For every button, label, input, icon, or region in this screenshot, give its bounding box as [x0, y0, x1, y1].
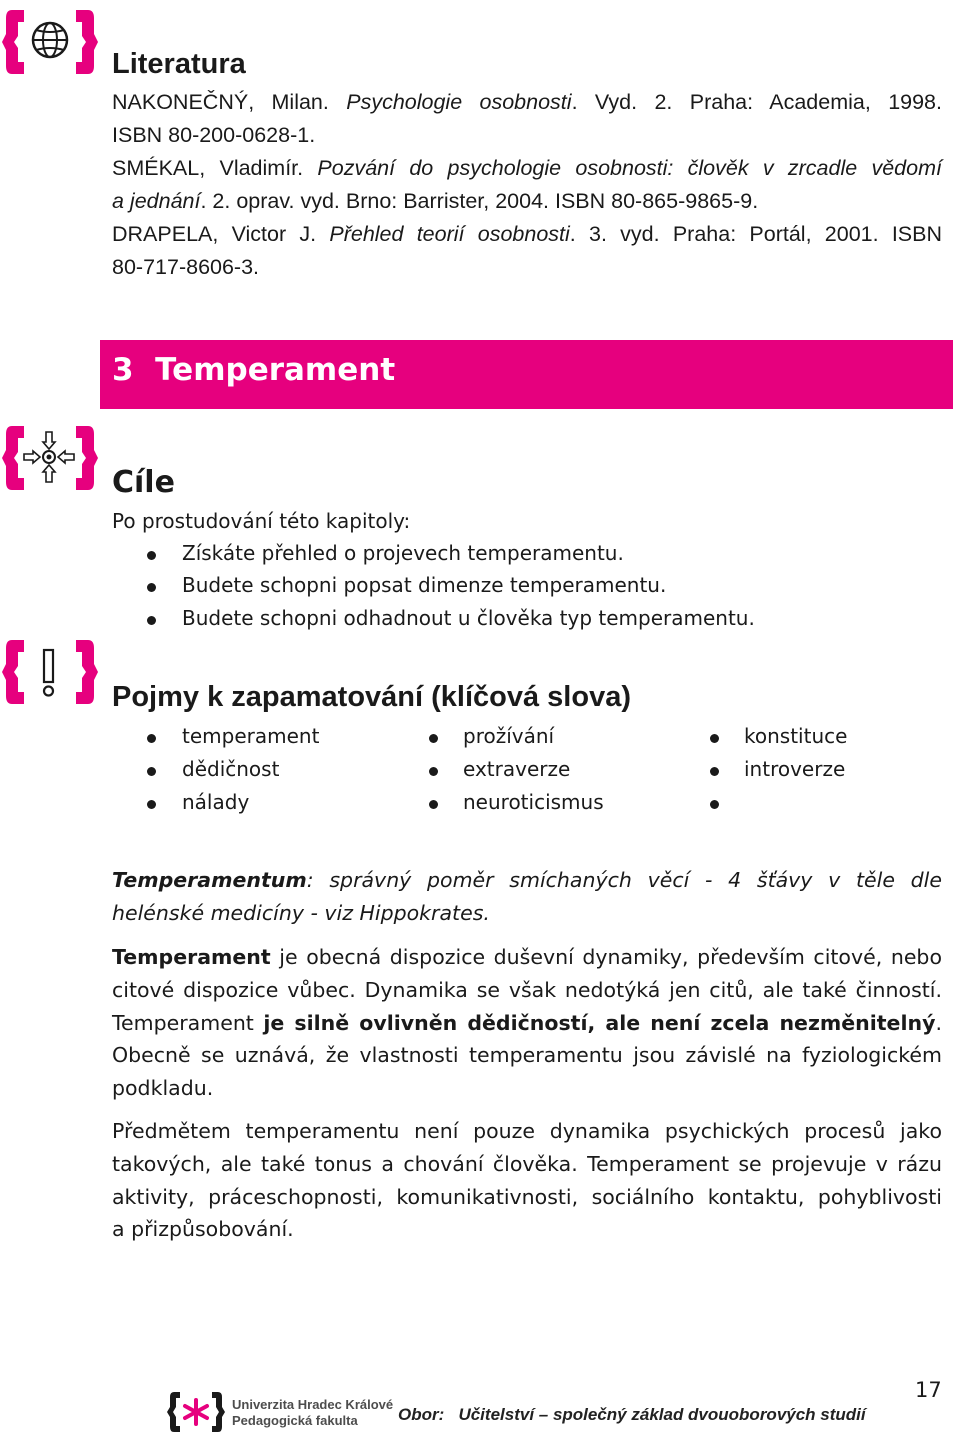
ref-title: a jednání	[112, 189, 201, 213]
paragraph-text: aktivity, práceschopnosti, komunikativnosti, sociálního kontaktu, pohyblivosti	[112, 1184, 942, 1209]
bullet	[429, 767, 438, 776]
goals-heading: Cíle	[112, 465, 175, 500]
program-label: Obor:	[398, 1405, 445, 1424]
paragraph-text: Předmětem temperamentu není pouze dynamika psychických procesů jako	[112, 1119, 942, 1143]
bullet	[147, 551, 156, 560]
literature-heading: Literatura	[112, 48, 246, 80]
reference-3	[112, 218, 942, 284]
ref-text: SMÉKAL, Vladimír.	[112, 156, 318, 180]
ref-text: NAKONEČNÝ, Milan.	[112, 90, 347, 114]
definition-text: : správný poměr smíchaných věcí - 4 šťávy v těle dle	[306, 868, 942, 892]
footer-university	[232, 1397, 393, 1429]
university-name: Univerzita Hradec Králové	[232, 1397, 394, 1412]
keyword-item: extraverze	[463, 757, 571, 781]
ref-text: . 2. oprav. vyd. Brno: Barrister, 2004. ISBN 80-865-9865-9.	[200, 189, 759, 213]
bullet	[710, 800, 719, 809]
goal-item: Budete schopni odhadnout u člověka typ temperamentu.	[182, 606, 755, 630]
goal-item: Budete schopni popsat dimenze temperamentu.	[182, 573, 667, 597]
ref-text: . Vyd. 2. Praha: Academia, 1998.	[571, 90, 942, 114]
keywords-heading: Pojmy k zapamatování (klíčová slova)	[112, 681, 631, 713]
definition-text: helénské medicíny - viz Hippokrates.	[112, 900, 490, 925]
paragraph-temperament	[112, 941, 942, 1105]
paragraph-text: a přizpůsobování.	[112, 1217, 294, 1242]
keyword-item: introverze	[744, 757, 846, 781]
paragraph-text: .	[935, 1010, 942, 1035]
keyword-item: prožívání	[463, 724, 555, 748]
bullet	[710, 734, 719, 743]
paragraph-subject	[112, 1115, 942, 1246]
bold-term: Temperament	[112, 945, 271, 969]
reference-1	[112, 86, 942, 152]
bullet	[147, 800, 156, 809]
ref-text: DRAPELA, Victor J.	[112, 222, 330, 246]
bullet	[429, 734, 438, 743]
exclamation-icon	[2, 634, 98, 710]
bullet	[147, 734, 156, 743]
globe-icon	[2, 4, 98, 80]
bold-phrase: je silně ovlivněn dědičností, ale není zcela nezměnitelný	[263, 1010, 936, 1035]
footer-program	[398, 1405, 866, 1425]
keyword-item: konstituce	[744, 724, 848, 748]
target-arrows-icon	[2, 420, 98, 496]
paragraph-text: citové dispozice vůbec. Dynamika se však nedotýká jen citů, ale také činností.	[112, 977, 942, 1002]
keyword-item: neuroticismus	[463, 790, 604, 814]
keyword-item: temperament	[182, 724, 320, 748]
bullet	[147, 583, 156, 592]
university-logo-icon	[166, 1390, 226, 1434]
keyword-item: nálady	[182, 790, 250, 814]
bullet	[429, 800, 438, 809]
paragraph-text: je obecná dispozice duševní dynamiky, především citové, nebo	[270, 945, 942, 969]
ref-title: Přehled teorií osobnosti	[329, 222, 570, 246]
ref-text: . 3. vyd. Praha: Portál, 2001. ISBN	[569, 222, 942, 246]
ref-title: Psychologie osobnosti	[346, 90, 572, 114]
definition-term: Temperamentum	[112, 868, 307, 892]
faculty-name: Pedagogická fakulta	[232, 1413, 358, 1428]
keyword-item: dědičnost	[182, 757, 280, 781]
paragraph-text: Obecně se uznává, že vlastnosti temperamentu jsou závislé na fyziologickém	[112, 1043, 942, 1068]
paragraph-text: takových, ale také tonus a chování člověka. Temperament se projevuje v rázu	[112, 1151, 942, 1176]
chapter-title: 3 Temperament	[112, 352, 396, 388]
goal-item: Získáte přehled o projevech temperamentu.	[182, 541, 624, 565]
ref-title: Pozvání do psychologie osobnosti: člověk v zrcadle vědomí	[317, 156, 942, 180]
program-name: Učitelství – společný základ dvouoborových studií	[458, 1405, 866, 1424]
goals-intro: Po prostudování této kapitoly:	[112, 509, 411, 533]
bullet	[147, 616, 156, 625]
paragraph-text: Temperament	[112, 1010, 264, 1035]
ref-text: 80-717-8606-3.	[112, 255, 260, 279]
bullet	[147, 767, 156, 776]
definition	[112, 864, 942, 930]
ref-text: ISBN 80-200-0628-1.	[112, 123, 316, 147]
paragraph-text: podkladu.	[112, 1076, 214, 1101]
reference-2	[112, 152, 942, 218]
bullet	[710, 767, 719, 776]
page-number: 17	[915, 1378, 942, 1402]
